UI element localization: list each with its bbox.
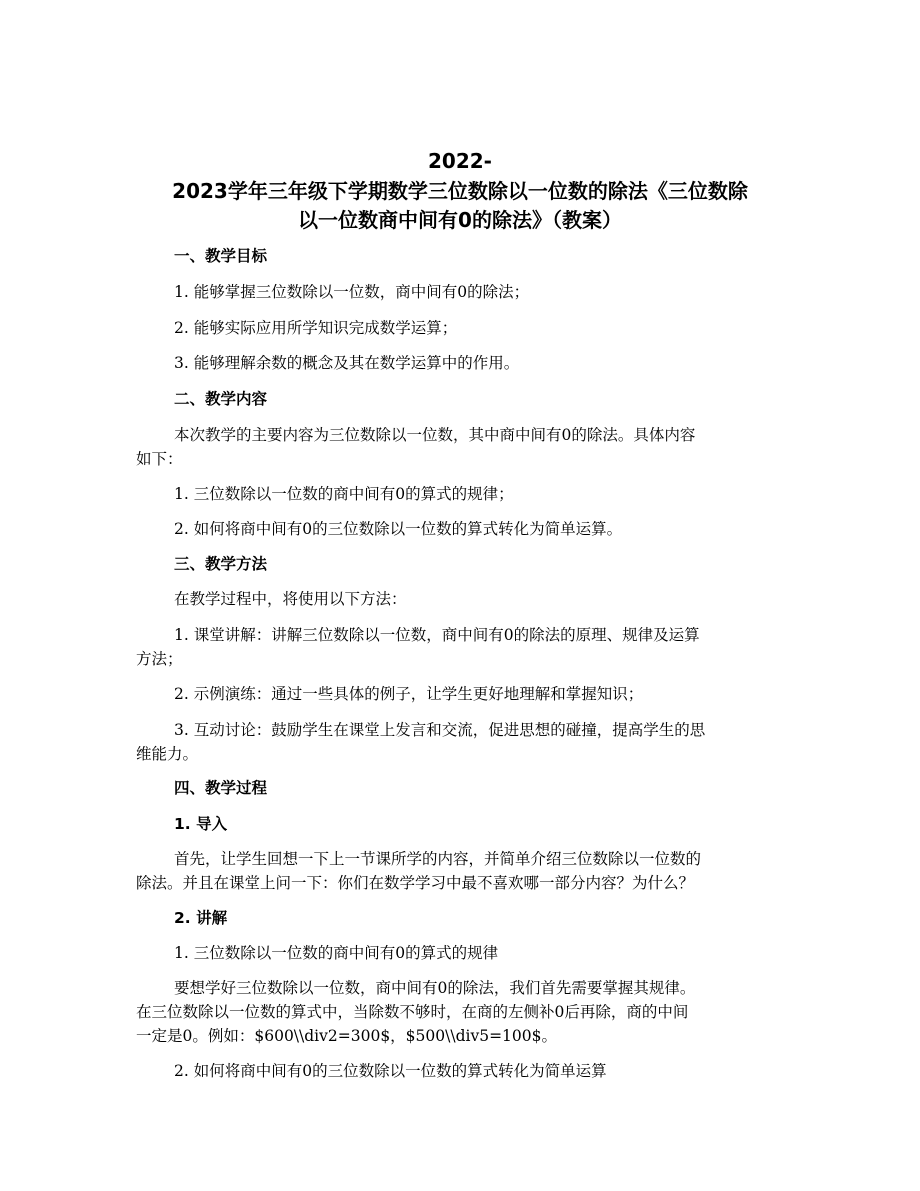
process-subheading-explain: 2. 讲解 [174, 909, 228, 927]
method-item-3-line-1: 3. 互动讨论：鼓励学生在课堂上发言和交流，促进思想的碰撞，提高学生的思 [174, 721, 706, 739]
section-heading-methods: 三、教学方法 [174, 555, 268, 573]
document-title-line-1: 2022- [428, 149, 492, 173]
method-item-3-line-2: 维能力。 [136, 745, 199, 763]
document-title-line-2: 2023学年三年级下学期数学三位数除以一位数的除法《三位数除 [172, 179, 748, 203]
process-subheading-intro: 1. 导入 [174, 815, 228, 833]
objective-item-3: 3. 能够理解余数的概念及其在数学运算中的作用。 [174, 354, 520, 372]
content-paragraph-line-2: 如下： [136, 450, 183, 468]
explain-item-1: 1. 三位数除以一位数的商中间有0的算式的规律 [174, 944, 499, 962]
document-title-line-3: 以一位数商中间有0的除法》（教案） [298, 208, 622, 232]
intro-paragraph-line-1: 首先，让学生回想一下上一节课所学的内容，并简单介绍三位数除以一位数的 [174, 850, 702, 868]
content-item-1: 1. 三位数除以一位数的商中间有0的算式的规律； [174, 485, 514, 503]
section-heading-process: 四、教学过程 [174, 779, 268, 797]
method-item-1-line-1: 1. 课堂讲解：讲解三位数除以一位数，商中间有0的除法的原理、规律及运算 [174, 626, 700, 644]
section-heading-objectives: 一、教学目标 [174, 247, 268, 265]
explain-paragraph-line-3: 一定是0。例如：$600\\div2=300$，$500\\div5=100$。 [136, 1027, 558, 1045]
method-item-2: 2. 示例演练：通过一些具体的例子，让学生更好地理解和掌握知识； [174, 685, 644, 703]
explain-paragraph-line-2: 在三位数除以一位数的算式中，当除数不够时，在商的左侧补0后再除，商的中间 [136, 1003, 689, 1021]
content-item-2: 2. 如何将商中间有0的三位数除以一位数的算式转化为简单运算。 [174, 520, 623, 538]
method-item-1-line-2: 方法； [136, 650, 183, 668]
objective-item-1: 1. 能够掌握三位数除以一位数，商中间有0的除法； [174, 283, 530, 301]
intro-paragraph-line-2: 除法。并且在课堂上问一下：你们在数学学习中最不喜欢哪一部分内容？为什么？ [136, 874, 695, 892]
methods-intro: 在教学过程中，将使用以下方法： [174, 590, 407, 608]
content-paragraph-line-1: 本次教学的主要内容为三位数除以一位数，其中商中间有0的除法。具体内容 [174, 426, 696, 444]
explain-item-2: 2. 如何将商中间有0的三位数除以一位数的算式转化为简单运算 [174, 1062, 607, 1080]
objective-item-2: 2. 能够实际应用所学知识完成数学运算； [174, 319, 458, 337]
section-heading-content: 二、教学内容 [174, 390, 268, 408]
explain-paragraph-line-1: 要想学好三位数除以一位数，商中间有0的除法，我们首先需要掌握其规律。 [174, 979, 696, 997]
